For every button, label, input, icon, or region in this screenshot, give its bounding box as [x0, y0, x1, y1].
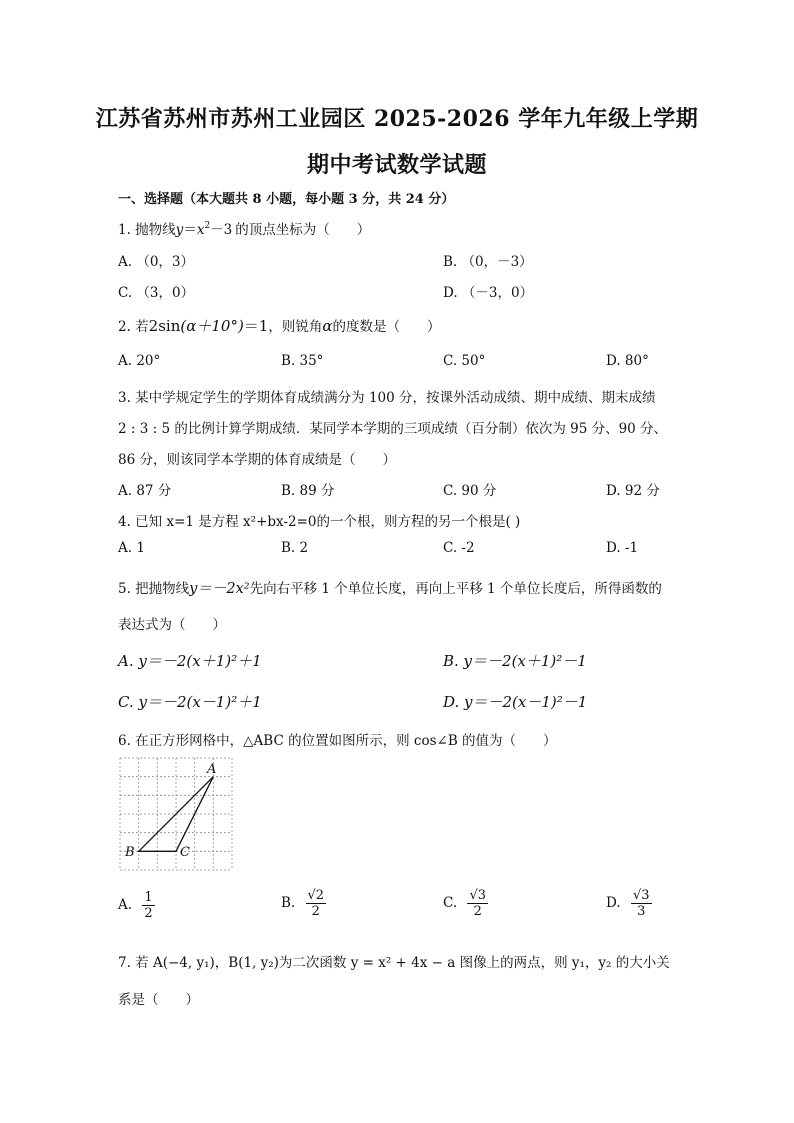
- q5-option-b[interactable]: B. y＝－2(x＋1)²－1: [443, 652, 587, 670]
- q3-line2: 2 : 3 : 5 的比例计算学期成绩．某同学本学期的三项成绩（百分制）依次为 95 分、90 分、: [118, 421, 668, 437]
- q6-option-c-fraction: [467, 888, 488, 919]
- q6-option-c-label: C.: [443, 895, 458, 911]
- q1-suffix: 的顶点坐标为（ ）: [235, 222, 371, 238]
- q6-option-b-fraction: [306, 888, 327, 919]
- q3-line1: 3. 某中学规定学生的学期体育成绩满分为 100 分，按课外活动成绩、期中成绩、期末成绩: [118, 390, 656, 406]
- q4-option-d[interactable]: D. -1: [606, 540, 639, 556]
- q4-option-a[interactable]: A. 1: [118, 540, 145, 556]
- q2-option-a[interactable]: A. 20°: [118, 353, 161, 369]
- q3-line3: 86 分，则该同学本学期的体育成绩是（ ）: [118, 452, 396, 468]
- q5-line2: 表达式为（ ）: [118, 617, 226, 633]
- vertex-label-a: A: [207, 762, 217, 777]
- q2-option-c[interactable]: C. 50°: [443, 353, 486, 369]
- q6-option-d-denominator: 3: [637, 904, 646, 919]
- q6-option-d-numerator: √3: [632, 888, 650, 903]
- exam-title-line2: 期中考试数学试题: [306, 152, 487, 178]
- q6-option-a[interactable]: [118, 890, 155, 921]
- q2-expr-arg: (α＋10°): [180, 317, 244, 335]
- q6-option-b[interactable]: [281, 888, 326, 919]
- q2-option-d[interactable]: D. 80°: [606, 353, 649, 369]
- q6-option-a-label: A.: [118, 897, 133, 913]
- question-6: 6. 在正方形网格中，△ABC 的位置如图所示，则 cos∠B 的值为（ ）: [118, 733, 557, 749]
- q3-option-c[interactable]: C. 90 分: [443, 483, 497, 499]
- question-1: [118, 218, 370, 238]
- q2-mid: ，则锐角: [268, 319, 323, 335]
- exam-title-line1: 江苏省苏州市苏州工业园区 2025-2026 学年九年级上学期: [95, 106, 699, 132]
- q1-prefix: 1. 抛物线: [118, 222, 176, 238]
- grid-triangle-figure: [118, 756, 238, 872]
- q1-option-c[interactable]: C. （3，0）: [118, 285, 195, 301]
- q2-alpha: α: [322, 317, 333, 335]
- q2-expr-rhs: ＝1: [243, 317, 269, 335]
- q7-line1: 7. 若 A(−4, y₁)，B(1, y₂)为二次函数 y = x² + 4x − a 图像上的两点，则 y₁，y₂ 的大小关: [118, 955, 670, 971]
- q6-option-d-fraction: [631, 888, 652, 919]
- q6-option-d-label: D.: [606, 895, 621, 911]
- section-heading: 一、选择题（本大题共 8 小题，每小题 3 分，共 24 分）: [118, 192, 455, 207]
- q6-option-b-numerator: √2: [307, 888, 325, 903]
- q1-expr-exp: 2: [204, 221, 211, 231]
- q5-suffix: 先向右平移 1 个单位长度，再向上平移 1 个单位长度后，所得函数的: [249, 581, 662, 597]
- q6-option-c[interactable]: [443, 888, 488, 919]
- q5-option-d[interactable]: D. y＝－2(x－1)²－1: [443, 693, 588, 711]
- q7-line2: 系是（ ）: [118, 992, 199, 1008]
- q3-option-d[interactable]: D. 92 分: [606, 483, 660, 499]
- q1-expr-y: y: [175, 222, 184, 238]
- q6-option-a-fraction: [142, 890, 154, 921]
- q5-line1: [118, 577, 662, 598]
- q4-option-c[interactable]: C. -2: [443, 540, 475, 556]
- q2-suffix: 的度数是（ ）: [332, 319, 441, 335]
- q5-expr: y＝－2x²: [189, 581, 250, 597]
- q6-option-b-label: B.: [281, 895, 296, 911]
- q6-option-d[interactable]: [606, 888, 652, 919]
- q2-prefix: 2. 若: [118, 319, 149, 335]
- q1-option-a[interactable]: A. （0，3）: [118, 254, 195, 270]
- q4-option-b[interactable]: B. 2: [281, 540, 309, 556]
- q1-expr-tail: －3: [210, 222, 233, 238]
- q6-option-c-denominator: 2: [473, 904, 482, 919]
- q1-expr-eq: ＝: [183, 222, 197, 238]
- q6-option-a-numerator: 1: [144, 890, 153, 905]
- question-2: [118, 315, 440, 336]
- q3-option-b[interactable]: B. 89 分: [281, 483, 335, 499]
- q2-expr: 2sin: [148, 317, 181, 335]
- q6-option-a-denominator: 2: [144, 906, 153, 921]
- q1-option-b[interactable]: B. （0，－3）: [443, 254, 533, 270]
- q5-option-a[interactable]: A. y＝－2(x＋1)²＋1: [118, 652, 262, 670]
- vertex-label-c: C: [180, 845, 190, 860]
- q1-option-d[interactable]: D. （－3，0）: [443, 285, 534, 301]
- q2-option-b[interactable]: B. 35°: [281, 353, 324, 369]
- q5-prefix: 5. 把抛物线: [118, 581, 190, 597]
- q6-option-b-denominator: 2: [311, 904, 320, 919]
- question-4: 4. 已知 x=1 是方程 x²+bx-2=0的一个根，则方程的另一个根是( ): [118, 514, 521, 530]
- q1-expr-x: x: [196, 222, 205, 238]
- q6-option-c-numerator: √3: [469, 888, 486, 903]
- q3-option-a[interactable]: A. 87 分: [118, 483, 172, 499]
- q5-option-c[interactable]: C. y＝－2(x－1)²＋1: [118, 693, 262, 711]
- vertex-label-b: B: [125, 845, 135, 860]
